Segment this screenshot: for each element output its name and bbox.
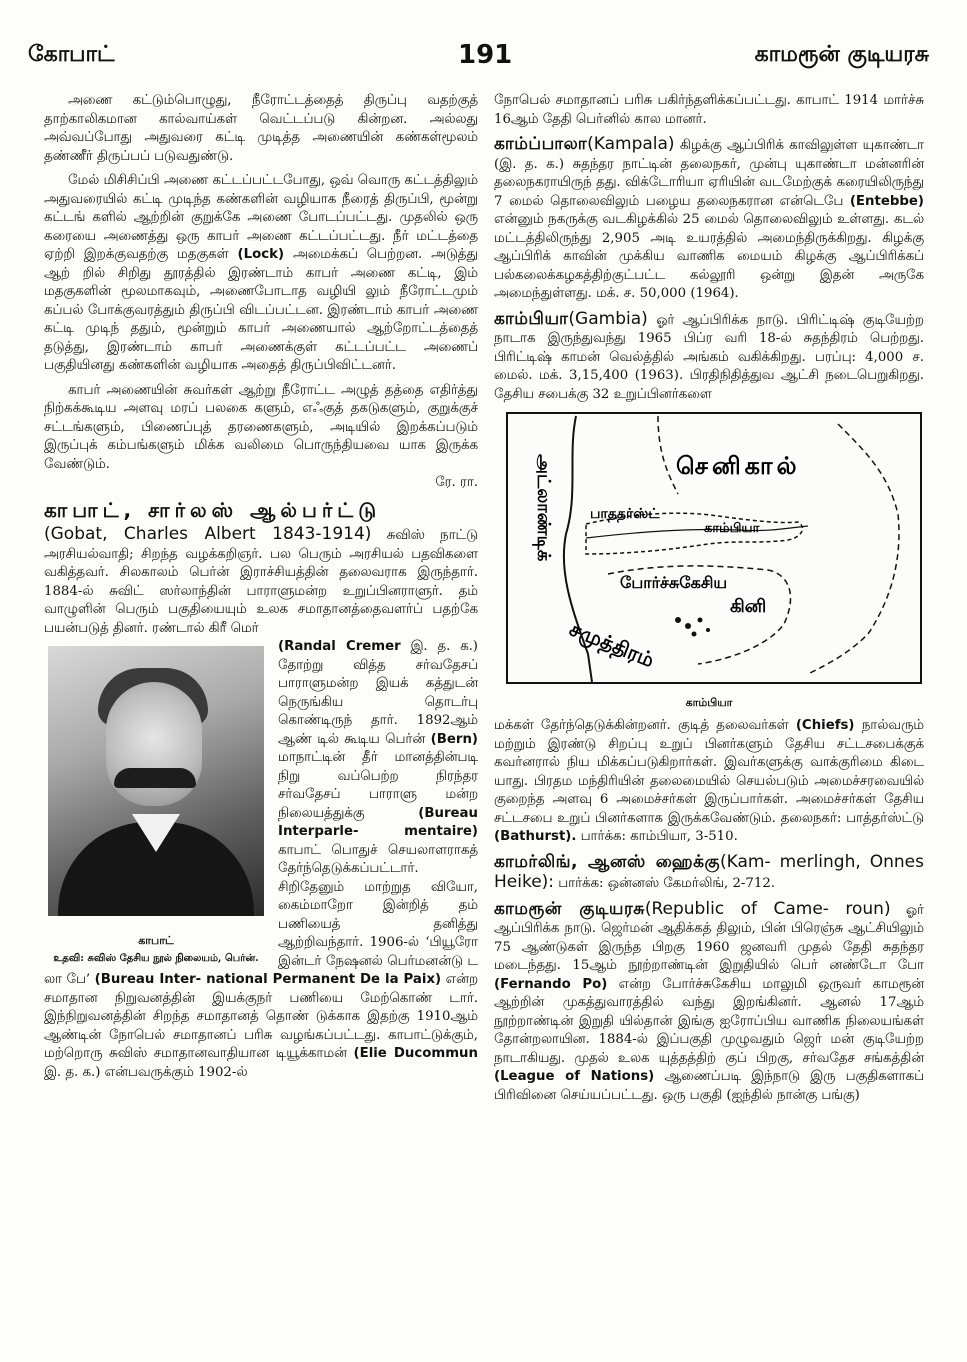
map-label-guinea: கினி	[730, 596, 767, 617]
running-head-right: காமரூன் குடியரசு	[754, 42, 929, 67]
text-span: ஆணைப்படி இந்நாடு இரு பகுதிகளாகப் பிரிவினை செய்யப்பட்டது. ஒரு பகுதி (ஐந்தில் நான்கு பங்கு)	[494, 1069, 924, 1103]
island	[706, 628, 710, 632]
photo-mustache	[114, 768, 196, 788]
portrait-caption: காபாட்	[138, 934, 174, 947]
map-label-atlantic: அட்லாண்டிக்	[533, 454, 554, 562]
island	[675, 617, 681, 623]
entry-kamerlingh-title: காமர்லிங், ஆனஸ் ஹைக்கு	[494, 851, 721, 872]
text-span: பார்க்க: ஒன்னஸ் கேமர்லிங், 2-712.	[554, 876, 776, 891]
latin-term: (Bureau Inter- national Permanent De la Paix)	[94, 972, 442, 987]
entry-gambia-title: காம்பியா	[494, 308, 569, 329]
text-span: என்ற சமாதான நிறுவனத்தின் இயக்குநர் பணியை மேற்கொண் டார். இந்நிறுவனத்தின் சிறந்த சமாதானத் தொண் டுக்காக இதற்கு 1910ஆம் ஆண்டின் நோபெல் சமாதானப் பரிசு வழங்கப்பட்டது. காபாட்டுக்கும், மற்றொரு சுவிஸ் சமாதானவாதியான டியூக்காமன்	[44, 972, 478, 1061]
latin-term: (Chiefs)	[795, 718, 855, 733]
entry-gambia-cont	[494, 717, 924, 847]
gambia-river	[586, 526, 808, 538]
latin-name: (Kampala)	[587, 134, 675, 154]
text-span: நால்வரும் மற்றும் இரண்டு சிறப்பு உறுப் பினர்களும் தேசிய சட்டசபைக்குக் கவர்னரால் நிய மிக்கப்படுகிறார்கள். இவர்களுக்கு வாக்குரிமை கிடை யாது. பிரதம மந்திரியின் தலைமையில் செயல்படும் அமைச்சரவையில் குறைந்த அளவு 6 அமைச்சர்கள் இருப்பார்கள். அமைச்சர்கள் தேசிய சட்டசபை உறுப் பினர்களாக இருக்கவேண்டும். தலைநகர்: பாத்தர்ஸ்ட்டு	[494, 718, 924, 826]
latin-name: (Republic of Came- roun)	[644, 898, 891, 919]
paragraph-gobat-end: நோபெல் சமாதானப் பரிசு பகிர்ந்தளிக்கப்பட்டது. காபாட் 1914 மார்ச்சு 16ஆம் தேதி பெர்னில் கால மானர்.	[494, 93, 924, 127]
entry-gambia	[494, 310, 924, 405]
left-column	[44, 92, 478, 1082]
text-span: அமைக்கப் பெற்றன. அடுத்து ஆற் றில் சிறிது தூரத்தில் இரண்டாம் காபர் அணை கட்டி, இம் மதகுகளின் மூலமாகவும், அணைபோடாத வழியி லும் நீரோட்டமும் கப்பல் போக்குவரத்தும் திருப்பி விடப்பட்டன. இரண்டாம் காபர் அணை கட்டி முடிந் ததும், மூன்றும் காபர் அணையால் ஆற்றோட்டத்தைத் தடுத்து, இரண்டாம் காபர் அணைக்குள் கட்டப்பட்ட அணைப் பகுதியினது கண்களின் வழியாக அதைத் திருப்பிவிட்டனர்.	[44, 247, 479, 373]
island	[685, 623, 691, 629]
right-column	[494, 92, 924, 1105]
latin-name: (Gobat, Charles Albert 1843-1914)	[44, 524, 372, 544]
map-caption: காம்பியா	[685, 696, 733, 709]
latin-term: (Bern)	[430, 731, 478, 747]
portrait-photo	[48, 646, 264, 916]
island	[692, 632, 697, 637]
paragraph-dam-2	[44, 172, 478, 376]
entry-cameroun	[494, 900, 924, 1106]
map-label-portuguese: போர்ச்சுகேசிய	[620, 573, 728, 592]
latin-name: (Kam- merlingh, Onnes Heike):	[494, 851, 924, 892]
latin-term: (Fernando Po)	[494, 976, 608, 992]
latin-term: (Bureau Interparle- mentaire)	[278, 805, 478, 839]
map-label-gambia: காம்பியா	[704, 521, 760, 536]
running-head-left: கோபாட்	[28, 42, 115, 67]
gambia-map-svg	[508, 414, 920, 682]
text-span: ஓர் ஆப்பிரிக்க நாடு. பிரிட்டிஷ் குடியேற்ற நாடாக இருந்துவந்து 1965 பிப்ர வரி 18-ல் சுதந்திரம் பெற்றது. பிரிட்டிஷ் காமன் வெல்த்தில் அங்கம் வகிக்கிறது. பரப்பு: 4,000 ச. மைல். மக். 3,15,400 (1963). பிரதிநிதித்துவ ஆட்சி நடைபெறுகிறது. தேசிய சபைக்கு 32 உறுப்பினர்களை	[494, 312, 924, 402]
map-label-ocean: சமுத்திரம்	[566, 616, 658, 673]
entry-cameroun-title: காமரூன் குடியரசு	[494, 898, 645, 919]
portrait-figure	[44, 642, 268, 965]
entry-gobat-body	[44, 525, 478, 638]
text-span: பார்க்க: காம்பியா, 3-510.	[576, 829, 738, 844]
page-number: 191	[458, 40, 513, 70]
border-line	[808, 424, 899, 674]
text-span: என்னும் நகருக்கு வடகிழக்கில் 25 மைல் தொலைவிலும் உள்ளது. கடல் மட்டத்திலிருந்து 2,905 அடி உயரத்தில் அமைந்திருக்கிறது. கிழக்கு ஆப்பிரிக் காவின் முக்கிய வாணிக மையம் கிழக்கு ஆப்பிரிக்கப் பல்கலைக்கழகத்திற்குட்பட்ட கல்லூரி ஒன்று இதன் அருகே அமைந்துள்ளது. மக். ச. 50,000 (1964).	[494, 212, 924, 301]
latin-term: (League of Nations)	[494, 1069, 655, 1084]
text-span: மேல் மிசிசிப்பி அணை கட்டப்பட்டபோது, ஒவ் வொரு கட்டத்திலும் அதுவரையில் கட்டி முடிந்த கண்களின் வழியாக நீரைத் திருப்பி, மூன்று கட்டங் களில் ஆற்றின் குறுக்கே அணை போடப்பட்டது. முதலில் ஒரு கரையை அணைத்து ஒரு காபர் அணை கட்டப்பட்டது. நீர் மட்டத்தை ஏற்றி இறக்குவதற்கு மதகுகள்	[44, 173, 478, 262]
latin-term: (Elie Ducommun	[353, 1046, 478, 1061]
map-label-senegal: செனிகால்	[676, 452, 801, 480]
latin-name: (Gambia)	[568, 308, 648, 329]
text-span: சுவிஸ் நாட்டு அரசியல்வாதி; சிறந்த வழக்கறிஞர். பல பெரும் அரசியல் பதவிகளை வகித்தவர். சிலகாலம் பெர்ன் இராச்சியத்தின் தலைவராக இருந்தார். 1884-ல் சுவிட் ஸர்லாந்தின் பாராளுமன்ற உறுப்பினராளுர். தம் வாழுளின் பெரும் பகுதியையும் உலக சமாதானத்தைவளர்ப் பதற்கே பயன்படுத் தினர். ரண்டால் கிரீ மெர்	[44, 528, 478, 636]
latin-term: (Entebbe)	[849, 193, 924, 209]
text-span: இ. த. க.) தோற்று வித்த சர்வதேசப் பாராளுமன்ற இயக் கத்துடன் நெருங்கிய தொடர்பு கொண்டிருந் தார். 1892ஆம் ஆண் டில் கூடிய பெர்ன்	[278, 639, 478, 747]
island	[698, 618, 703, 623]
latin-term: (Randal Cremer	[278, 639, 401, 654]
text-span: காபாட் பொதுச் செயலாளராகத் தேர்ந்தெடுக்கப்பட்டார். சிறிதேனும் மாற்றுத வியோ, கைம்மாறோ இன்றித் தம் பணியைத் தனித்து ஆற்றிவந்தார். 1906-ல் ‘பியூரோ இன்டர் நேஷனல் பெர்மனன்டு ட லா பே’	[44, 842, 478, 987]
text-span: கிழக்கு ஆப்பிரிக் காவிலுள்ள யுகாண்டா (இ. த. க.) சுதந்தர நாட்டின் தலைநகர், முன்பு யுகாண்டா மன்னரின் தலைநகராயிருந் தது. விக்டோரியா ஏரியின் வடமேற்குக் கரையிலிருந்து 7 மைல் தொலைவிலும் பழைய தலைநகரான என்டெபே	[494, 138, 924, 209]
author-signature: ரே. ரா.	[435, 475, 478, 490]
paragraph-dam-3: காபர் அணையின் சுவர்கள் ஆற்று நீரோட்ட அழுத் தத்தை எதிர்த்து நிற்கக்கூடிய அளவு மரப் பலகை களும், எஃகுத் தகடுகளும், குறுக்குச் சட்டங்களும், பிணைப்புத் தரணைகளும், அடியில் இறக்கப்படும் இருப்புக் கம்பங்களும் மிக்க வலிமை பொருந்தியவை யாக இருக்க வேண்டும்.	[44, 382, 478, 472]
entry-kamerlingh	[494, 853, 924, 894]
latin-term: (Lock)	[237, 247, 285, 262]
gambia-map	[506, 412, 922, 684]
entry-kampala	[494, 135, 924, 304]
text-span: மக்கள் தேர்ந்தெடுக்கின்றனர். குடித் தலைவர்கள்	[494, 718, 796, 733]
text-span: ஓர் ஆப்பிரிக்க நாடு. ஜெர்மன் ஆதிக்கத் திலும், பின் பிரெஞ்சு ஆட்சியிலும் 75 ஆண்டுகள் இருந்த பிறகு 1960 ஜனவரி முதல் தேதி சுதந்தர மடைந்தது. 15ஆம் நூற்றாண்டின் இறுதியில் பெர் னண்டோ போ	[494, 902, 924, 973]
entry-gobat-title: காபாட், சார்லஸ் ஆல்பர்ட்டு	[44, 498, 382, 522]
latin-term: (Bathurst).	[494, 829, 577, 844]
text-span: மாநாட்டின் தீர் மானத்தின்படி நிறு வப்பெற்ற நிரந்தர சர்வதேசப் பாராளு மன்ற நிலையத்துக்கு	[278, 750, 478, 821]
portrait-credit: உதவி: சுவிஸ் தேசிய நூல் நிலையம், பெர்ன்.	[53, 953, 259, 964]
text-span: இ. த. க.) என்பவருக்கும் 1902-ல்	[44, 1064, 248, 1080]
paragraph-dam-1: அணை கட்டும்பொழுது, நீரோட்டத்தைத் திருப்பு வதற்குத் தாற்காலிகமான கால்வாய்கள் வெட்டப்படு கின்றன. அல்லது அவ்வப்போது அதுவரை கட்டி முடித்த அணையின் கண்கள்மூலம் தண்ணீர் திருப்பப் படுவதுண்டு.	[44, 93, 478, 164]
text-span: என்ற போர்ச்சுகேசிய மாலுமி ஒருவர் காமரூன் ஆற்றின் முகத்துவாரத்தில் வந்து இறங்கினர். ஆனல் 17ஆம் நூற்றாண்டின் இறுதி யில்தான் இங்கு ஐரோப்பிய வாணிக நிலையங்கள் தோன்றலாயின. 1884-ல் இப்பகுதி முழுவதும் ஜெர் மன் குடியேற்ற நாடாகியது. முதல் உலக யுத்தத்திற் குப் பிறகு, சர்வதேச சங்கத்தின்	[494, 976, 924, 1066]
running-head	[28, 40, 929, 74]
border-line	[658, 416, 678, 494]
entry-gobat-heading	[44, 498, 478, 525]
map-label-bathurst: பாததர்ஸ்ட்	[590, 506, 660, 522]
entry-kampala-title: காம்ப்பாலா	[494, 134, 588, 154]
